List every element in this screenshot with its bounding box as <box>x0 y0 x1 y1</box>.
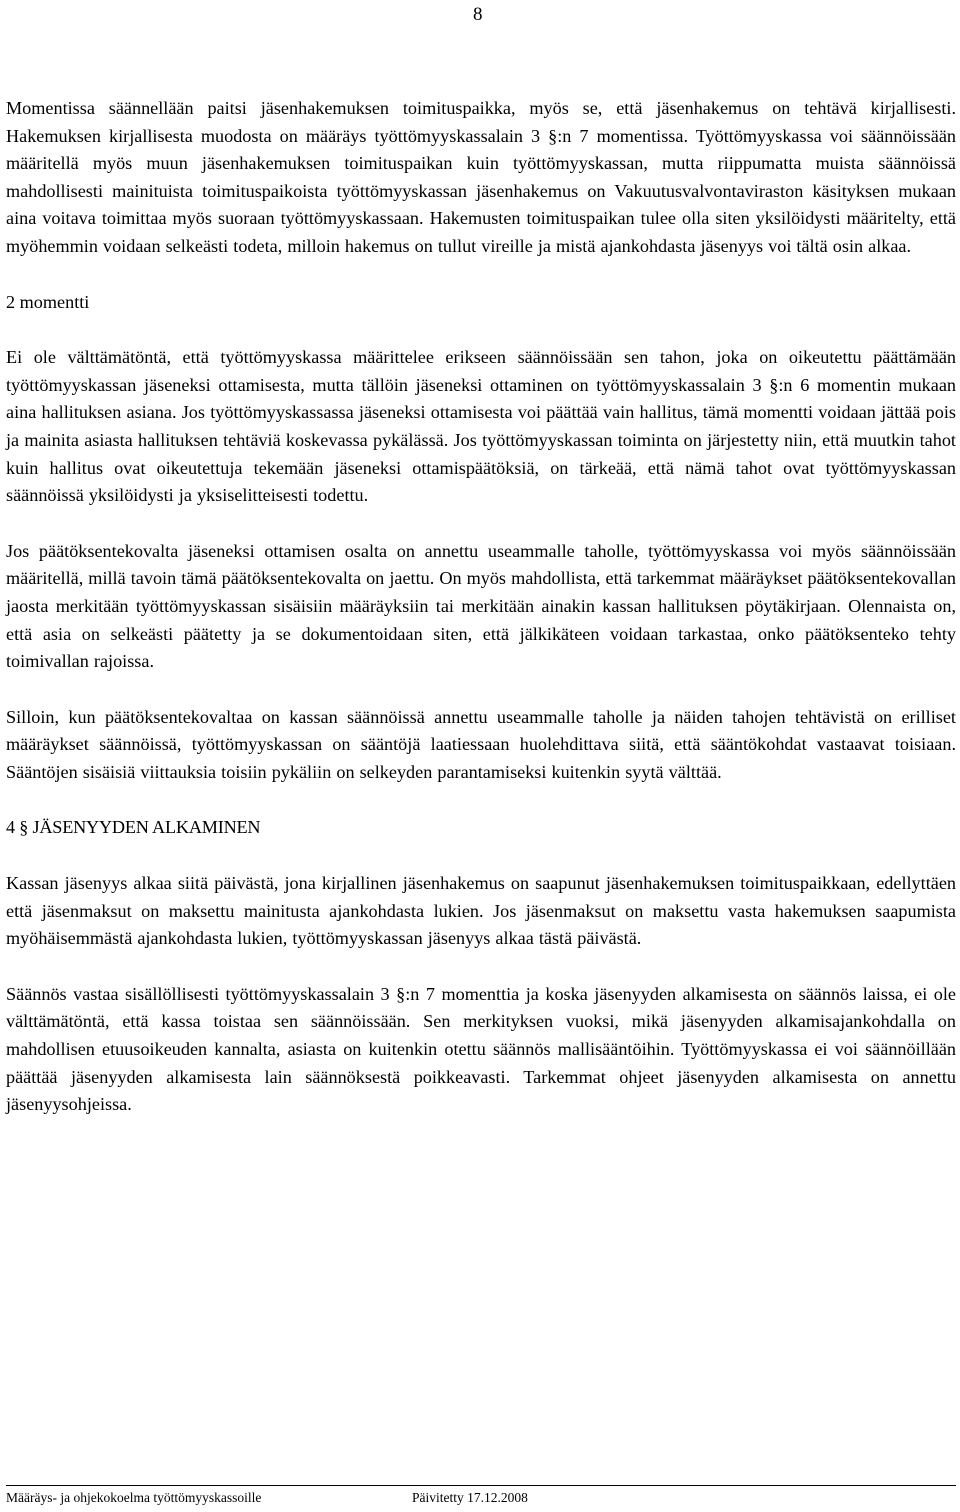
section-heading-jasenyyden-alkaminen: 4 § JÄSENYYDEN ALKAMINEN <box>6 817 261 838</box>
paragraph-toimituspaikka: Momentissa säännellään paitsi jäsenhakemuksen toimituspaikka, myös se, että jäsenhakemus on tehtävä kirjallisesti. Hakemuksen kirjallisesta muodosta on määräys työttömyyskassalain 3 §:n 7 momentissa. Työttömyyskassa voi säännöissään määritellä myös muun jäsenhakemuksen toimituspaikan kuin työttömyyskassan, mutta riippumatta muista säännöissä mahdollisesti mainituista toimituspaikoista työttömyyskassan jäsenhakemus on Vakuutusvalvontaviraston käsityksen mukaan aina voitava toimittaa myös suoraan työttömyyskassaan. Hakemusten toimituspaikan tulee olla siten yksilöidysti määritelty, että myöhemmin voidaan selkeästi todeta, milloin hakemus on tullut vireille ja mistä ajankohdasta jäsenyys voi tältä osin alkaa. <box>6 98 956 256</box>
document-body <box>6 95 956 1147</box>
paragraph-saannos-vastaa: Säännös vastaa sisällöllisesti työttömyyskassalain 3 §:n 7 momenttia ja koska jäsenyyden alkamisesta on säännös laissa, ei ole välttämätöntä, että kassa toistaa sen säännöissään. Sen merkityksen vuoksi, mikä jäsenyyden alkamisajankohdalla on mahdollisen etuusoikeuden kannalta, asiasta on kuitenkin otettu säännös mallisääntöihin. Työttömyyskassa ei voi säännöillään päättää jäsenyyden alkamisesta lain säännöksestä poikkeavasti. Tarkemmat ohjeet jäsenyyden alkamisesta on annettu jäsenyysohjeissa. <box>6 983 956 1115</box>
subheading-2-momentti: 2 momentti <box>6 291 90 312</box>
paragraph-jasenyys-alkaa: Kassan jäsenyys alkaa siitä päivästä, jona kirjallinen jäsenhakemus on saapunut jäsenhakemuksen toimituspaikkaan, edellyttäen että jäsenmaksut on maksettu mainitusta ajankohdasta lukien. Jos jäsenmaksut on maksettu vasta hakemuksen saapumista myöhäisemmästä ajankohdasta lukien, työttömyyskassan jäsenyys alkaa tästä päivästä. <box>6 873 956 949</box>
footer-divider <box>6 1485 956 1486</box>
paragraph-paatoksentekovalta: Jos päätöksentekovalta jäseneksi ottamisen osalta on annettu useammalle taholle, työttömyyskassa voi myös säännöissään määritellä, millä tavoin tämä päätöksentekovalta on jaettu. On myös mahdollista, että tarkemmat määräykset päätöksentekovallan jaosta merkitään työttömyyskassan sisäisiin määräyksiin tai merkitään ainakin kassan hallituksen pöytäkirjaan. Olennaista on, että asia on selkeästi päätetty ja se dokumentoidaan siten, että jälkikäteen voidaan tarkastaa, onko päätöksenteko tehty toimivallan rajoissa. <box>6 540 956 672</box>
page-number: 8 <box>473 4 483 25</box>
paragraph-saannot-vastaavuus: Silloin, kun päätöksentekovaltaa on kassan säännöissä annettu useammalle taholle ja näiden tahojen tehtävistä on erilliset määräykset säännöissä, työttömyyskassan on sääntöjä laatiessaan huolehdittava siitä, että sääntökohdat vastaavat toisiaan. Sääntöjen sisäisiä viittauksia toisiin pykäliin on selkeyden parantamiseksi kuitenkin syytä välttää. <box>6 706 956 782</box>
footer-updated-date: Päivitetty 17.12.2008 <box>412 1490 528 1505</box>
footer-collection-title: Määräys- ja ohjekokoelma työttömyyskassoille <box>6 1490 262 1505</box>
paragraph-paattava-taho: Ei ole välttämätöntä, että työttömyyskassa määrittelee erikseen säännöissään sen tahon, joka on oikeutettu päättämään työttömyyskassan jäseneksi ottamisesta, mutta tällöin jäseneksi ottaminen on työttömyyskassalain 3 §:n 6 momentin mukaan aina hallituksen asiana. Jos työttömyyskassassa jäseneksi ottamisesta voi päättää vain hallitus, tämä momentti voidaan jättää pois ja mainita asiasta hallituksen tehtäviä koskevassa pykälässä. Jos työttömyyskassan toiminta on järjestetty niin, että muutkin tahot kuin hallitus ovat oikeutettuja tekemään jäseneksi ottamispäätöksiä, on tärkeää, että nämä tahot ovat työttömyyskassan säännöissä yksilöidysti ja yksiselitteisesti todettu. <box>6 347 956 506</box>
